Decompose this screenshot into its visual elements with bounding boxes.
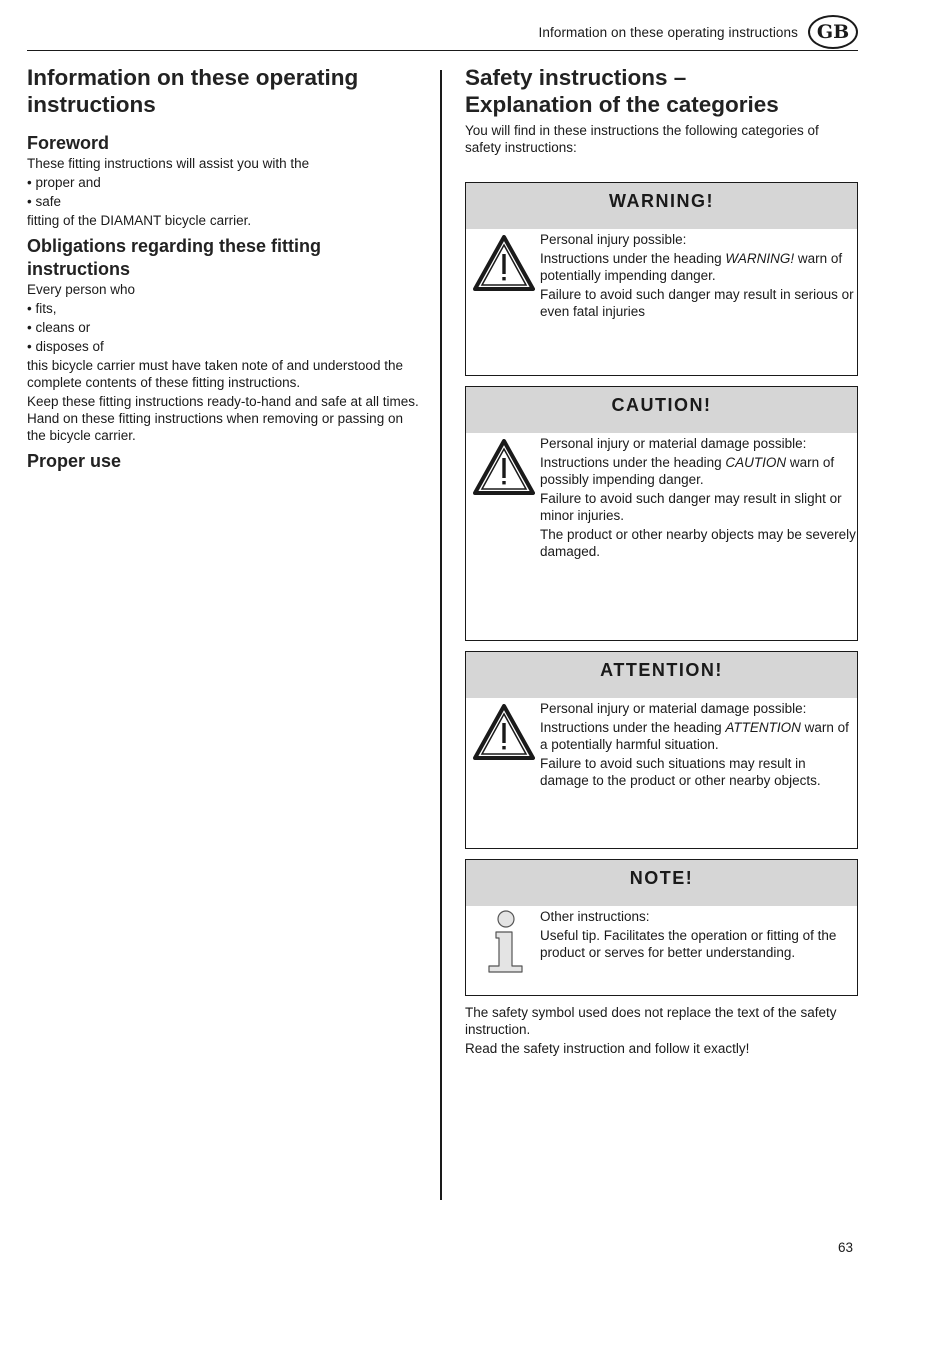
warning-triangle-icon: [473, 439, 535, 500]
box-line: Instructions under the heading WARNING! warn of potentially impending danger.: [540, 251, 843, 283]
heading-reference: ATTENTION: [725, 720, 801, 735]
note-heading: NOTE!: [466, 860, 857, 906]
right-column: [465, 64, 858, 156]
column-divider: [440, 70, 442, 1200]
box-line: Failure to avoid such danger may result in serious or even fatal injuries: [540, 287, 854, 319]
safety-footer: [465, 1004, 858, 1057]
foreword-intro: These fitting instructions will assist you with the: [27, 156, 310, 171]
box-line: The product or other nearby objects may be severely damaged.: [540, 527, 856, 559]
foreword-bullet: • proper and: [27, 175, 101, 190]
box-line: Personal injury or material damage possible:: [540, 436, 807, 451]
footer-note: Read the safety instruction and follow it exactly!: [465, 1041, 750, 1056]
box-line: Other instructions:: [540, 909, 650, 924]
page-number: 63: [838, 1240, 854, 1255]
info-icon: [486, 910, 526, 979]
caution-heading: CAUTION!: [466, 387, 857, 433]
obligations-paragraph: this bicycle carrier must have taken note of and understood the complete contents of these fitting instructions.: [27, 358, 403, 390]
left-column: [27, 64, 422, 473]
note-box: [465, 859, 858, 996]
box-line: Instructions under the heading ATTENTION warn of a potentially harmful situation.: [540, 720, 849, 752]
caution-box: [465, 386, 858, 641]
safety-intro: You will find in these instructions the following categories of safety instructions:: [465, 123, 819, 155]
obligations-bullet: • disposes of: [27, 339, 104, 354]
warning-triangle-icon: [473, 235, 535, 296]
foreword-bullet: • safe: [27, 194, 61, 209]
foreword-heading: Foreword: [27, 133, 110, 153]
warning-box: [465, 182, 858, 376]
warning-heading: WARNING!: [466, 183, 857, 229]
box-line: Failure to avoid such situations may result in damage to the product or other nearby objects.: [540, 756, 821, 788]
box-line: Failure to avoid such danger may result in slight or minor injuries.: [540, 491, 842, 523]
obligations-heading: Obligations regarding these fitting instructions: [27, 236, 322, 279]
box-line: Useful tip. Facilitates the operation or fitting of the product or serves for better understanding.: [540, 928, 837, 960]
proper-use-heading: Proper use: [27, 451, 122, 471]
language-badge: GB: [808, 15, 858, 49]
safety-title-line: Safety instructions –: [465, 65, 687, 90]
running-header-title: Information on these operating instructions: [538, 25, 798, 40]
warning-triangle-icon: [473, 704, 535, 765]
heading-reference: CAUTION: [725, 455, 787, 470]
header-divider: [27, 50, 858, 51]
box-line: Personal injury possible:: [540, 232, 687, 247]
obligations-intro: Every person who: [27, 282, 136, 297]
obligations-bullet: • fits,: [27, 301, 57, 316]
box-line: Personal injury or material damage possible:: [540, 701, 807, 716]
footer-note: The safety symbol used does not replace the text of the safety instruction.: [465, 1005, 837, 1037]
safety-title-line: Explanation of the categories: [465, 92, 779, 117]
attention-box: [465, 651, 858, 849]
foreword-outro: fitting of the DIAMANT bicycle carrier.: [27, 213, 252, 228]
obligations-bullet: • cleans or: [27, 320, 91, 335]
box-line: Instructions under the heading CAUTION warn of possibly impending danger.: [540, 455, 835, 487]
heading-reference: WARNING!: [725, 251, 795, 266]
section-title: Information on these operating instructions: [27, 65, 359, 117]
obligations-paragraph: Keep these fitting instructions ready-to-hand and safe at all times. Hand on these fitting instructions when removing or passing on the bicycle carrier.: [27, 394, 419, 443]
attention-heading: ATTENTION!: [466, 652, 857, 698]
